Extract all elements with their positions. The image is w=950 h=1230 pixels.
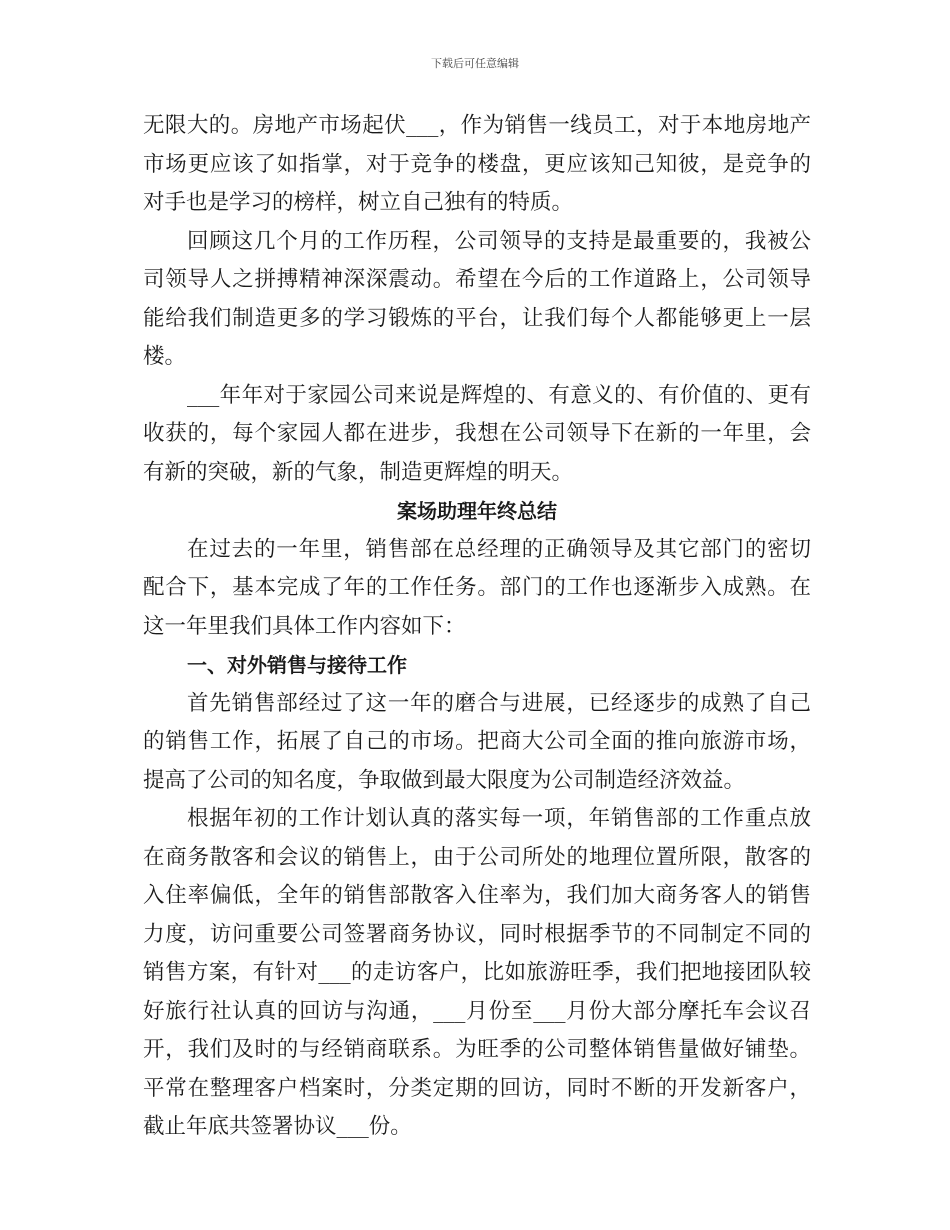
text-line: 收获的，每个家园人都在进步，我想在公司领导下在新的一年里，会 bbox=[143, 421, 811, 446]
text-line: 回顾这几个月的工作历程，公司领导的支持是最重要的，我被公 bbox=[187, 228, 811, 254]
text-line: 截止年底共签署协议___份。 bbox=[143, 1114, 412, 1139]
text-line: 入住率偏低，全年的销售部散客入住率为，我们加大商务客人的销售 bbox=[143, 883, 811, 908]
text-line: 有新的突破，新的气象，制造更辉煌的明天。 bbox=[143, 459, 574, 485]
text-line: 能给我们制造更多的学习锻炼的平台，让我们每个人都能够更上一层 bbox=[143, 305, 811, 331]
text-line: 销售方案，有针对___的走访客户，比如旅游旺季，我们把地接团队较 bbox=[143, 960, 811, 985]
text-line: 司领导人之拼搏精神深深震动。希望在今后的工作道路上，公司领导 bbox=[143, 267, 811, 292]
text-line: 在过去的一年里，销售部在总经理的正确领导及其它部门的密切 bbox=[187, 536, 811, 562]
text-line: ___年年对于家园公司来说是辉煌的、有意义的、有价值的、更有 bbox=[187, 382, 811, 408]
text-line: 对手也是学习的榜样，树立自己独有的特质。 bbox=[143, 190, 574, 215]
text-line: 力度，访问重要公司签署商务协议，同时根据季节的不同制定不同的 bbox=[143, 921, 811, 947]
text-line: 开，我们及时的与经销商联系。为旺季的公司整体销售量做好铺垫。 bbox=[143, 1037, 811, 1062]
text-line: 提高了公司的知名度，争取做到最大限度为公司制造经济效益。 bbox=[143, 767, 746, 793]
page-header: 下载后可任意编辑 bbox=[431, 57, 519, 70]
text-line: 这一年里我们具体工作内容如下： bbox=[143, 613, 466, 639]
text-line: 首先销售部经过了这一年的磨合与进展，已经逐步的成熟了自己 bbox=[187, 690, 811, 716]
text-line: 无限大的。房地产市场起伏___，作为销售一线员工，对于本地房地产 bbox=[143, 113, 811, 138]
section-heading: 一、对外销售与接待工作 bbox=[187, 653, 407, 677]
text-line: 配合下，基本完成了年的工作任务。部门的工作也逐渐步入成熟。在 bbox=[143, 575, 811, 600]
text-line: 在商务散客和会议的销售上，由于公司所处的地理位置所限，散客的 bbox=[143, 844, 811, 870]
text-line: 楼。 bbox=[143, 344, 187, 369]
text-line: 平常在整理客户档案时，分类定期的回访，同时不断的开发新客户， bbox=[143, 1075, 811, 1101]
text-line: 根据年初的工作计划认真的落实每一项，年销售部的工作重点放 bbox=[187, 806, 811, 831]
document-body bbox=[143, 107, 811, 1147]
text-line: 市场更应该了如指掌，对于竞争的楼盘，更应该知己知彼，是竞争的 bbox=[143, 151, 811, 177]
text-line: 好旅行社认真的回访与沟通，___月份至___月份大部分摩托车会议召 bbox=[143, 998, 811, 1024]
section-title: 案场助理年终总结 bbox=[397, 499, 557, 523]
text-line: 的销售工作，拓展了自己的市场。把商大公司全面的推向旅游市场， bbox=[143, 729, 811, 754]
